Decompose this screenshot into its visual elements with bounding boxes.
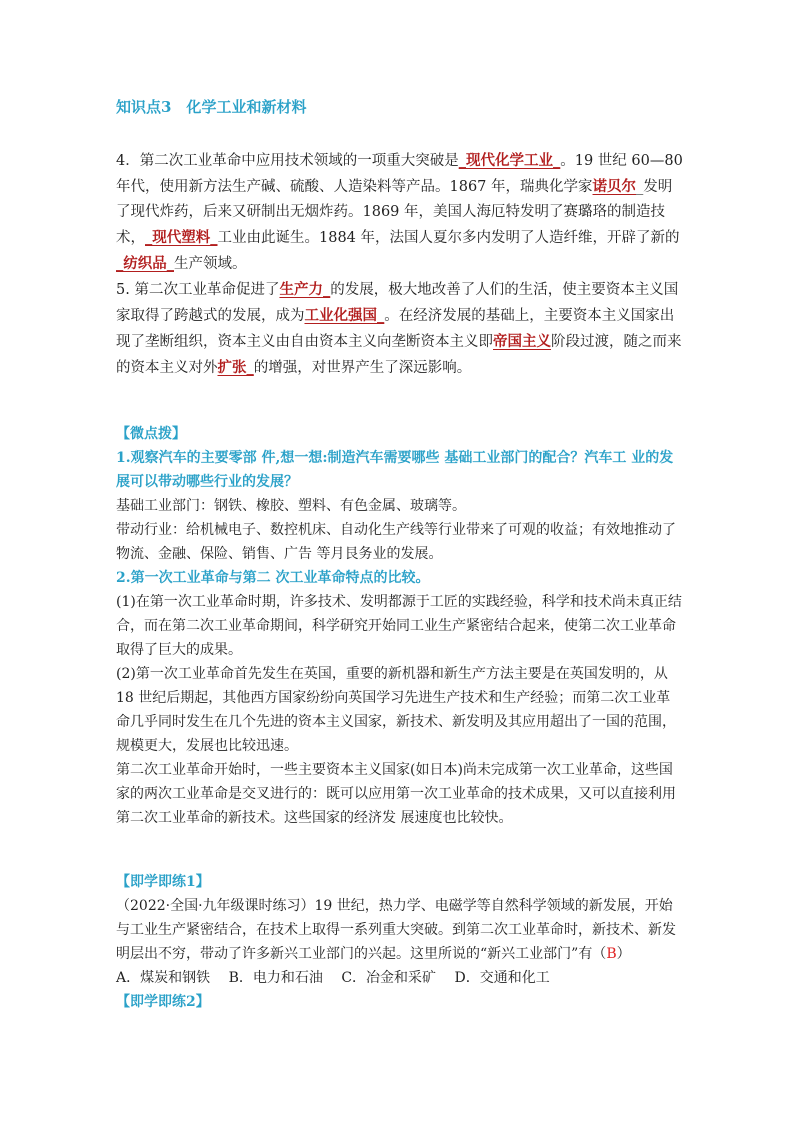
exercise-1-options bbox=[116, 966, 684, 990]
answer-blank: 扩张_ bbox=[217, 359, 254, 376]
text: 5. 第二次工业革命促进了 bbox=[116, 282, 280, 298]
exercise-1-header: 【即学即练1】 bbox=[116, 874, 210, 890]
text: 的发展，极大地改善了人们的生活，使主要资本主义国家取得了跨越式的发展，成为 bbox=[116, 282, 679, 324]
paragraph-5 bbox=[116, 277, 684, 381]
answer-blank: 生产力_ bbox=[279, 281, 331, 298]
answer-blank: 帝国主义 bbox=[493, 333, 551, 350]
section-title: 知识点3 化学工业和新材料 bbox=[116, 98, 307, 116]
text: 的增强，对世界产生了深远影响。 bbox=[253, 360, 472, 376]
text: _发明了现代炸药，后来又研制出无烟炸药。1869 年，美国人海厄特发明了赛璐珞的制造技术， bbox=[116, 179, 673, 246]
question-text-end: ） bbox=[616, 946, 631, 962]
text: 工业由此诞生。1884 年，法国人夏尔多内发明了人造纤维，开辟了新的 bbox=[217, 230, 680, 246]
exercise-1-stem bbox=[116, 894, 684, 966]
exercise-2-header: 【即学即练2】 bbox=[116, 994, 210, 1010]
text: 。19 世纪 60—80 年代，使用新方法生产碱、硫酸、人造染料等产品。1867 年，瑞典化学家 bbox=[116, 153, 683, 195]
answer-blank: 工业化强国_ bbox=[304, 307, 385, 324]
tip-block bbox=[116, 422, 684, 830]
tip-question-2: 2.第一次工业革命与第二 次工业革命特点的比较。 bbox=[116, 570, 430, 586]
comparison-point-3: 第二次工业革命开始时，一些主要资本主义国家(如日本)尚未完成第一次工业革命，这些国家的两次工业革命是交叉进行的：既可以应用第一次工业革命的技术成果，又可以直接利用第二次工业革命的新技术。这些国家的经济发 展速度也比较快。 bbox=[116, 762, 676, 826]
answer-blank: 诺贝尔 bbox=[592, 178, 637, 195]
tip-question-1: 1.观察汽车的主要零部 件,想一想:制造汽车需要哪些 基础工业部门的配合？汽车工 业的发展可以带动哪些行业的发展？ bbox=[116, 450, 674, 490]
comparison-point-2: (2)第一次工业革命首先发生在英国，重要的新机器和新生产方法主要是在英国发明的，从 18 世纪后期起，其他西方国家纷纷向英国学习先进生产技术和生产经验；而第二次工业革命几乎同时发生在几个先进的资本主义国家，新技术、新发明及其应用超出了一国的范围，规模更大，发展也比较迅速。 bbox=[116, 666, 676, 754]
option-b: B．电力和石油 bbox=[228, 970, 323, 986]
driven-industries: 带动行业：给机械电子、数控机床、自动化生产线等行业带来了可观的收益；有效地推动了物流、金融、保险、销售、广告 等月艮务业的发展。 bbox=[116, 522, 676, 562]
text: 阶段过渡，随之而来的资本主义对外 bbox=[116, 334, 682, 376]
answer-choice: B bbox=[606, 946, 617, 962]
option-a: A．煤炭和钢铁 bbox=[116, 970, 211, 986]
exercise-1 bbox=[116, 870, 684, 1014]
option-d: D．交通和化工 bbox=[454, 970, 550, 986]
tip-header: 【微点拨】 bbox=[116, 426, 186, 442]
basic-industries: 基础工业部门：钢铁、橡胶、塑料、有色金属、玻璃等。 bbox=[116, 498, 466, 514]
text: 生产领域。 bbox=[174, 256, 247, 272]
text: 。在经济发展的基础上，主要资本主义国家出现了垄断组织，资本主义由自由资本主义向垄断资本主义即 bbox=[116, 308, 675, 350]
comparison-point-1: (1)在第一次工业革命时期，许多技术、发明都源于工匠的实践经验，科学和技术尚未真正结合，而在第二次工业革命期间，科学研究开始同工业生产紧密结合起来，使第二次工业革命取得了巨大的成果。 bbox=[116, 594, 682, 658]
answer-blank: _现代塑料_ bbox=[145, 229, 218, 246]
knowledge-block bbox=[116, 148, 684, 381]
text: 4．第二次工业革命中应用技术领域的一项重大突破是 bbox=[116, 153, 459, 169]
paragraph-4 bbox=[116, 148, 684, 277]
option-c: C．冶金和采矿 bbox=[341, 970, 437, 986]
answer-blank: _纺织品_ bbox=[116, 255, 174, 272]
question-text: （2022·全国·九年级课时练习）19 世纪，热力学、电磁学等自然科学领域的新发展，开始与工业生产紧密结合，在技术上取得一系列重大突破。到第二次工业革命时，新技术、新发明层出不穷，带动了许多新兴工业部门的兴起。这里所说的“新兴工业部门”有（ bbox=[116, 898, 676, 962]
answer-blank: _现代化学工业_ bbox=[458, 152, 561, 169]
